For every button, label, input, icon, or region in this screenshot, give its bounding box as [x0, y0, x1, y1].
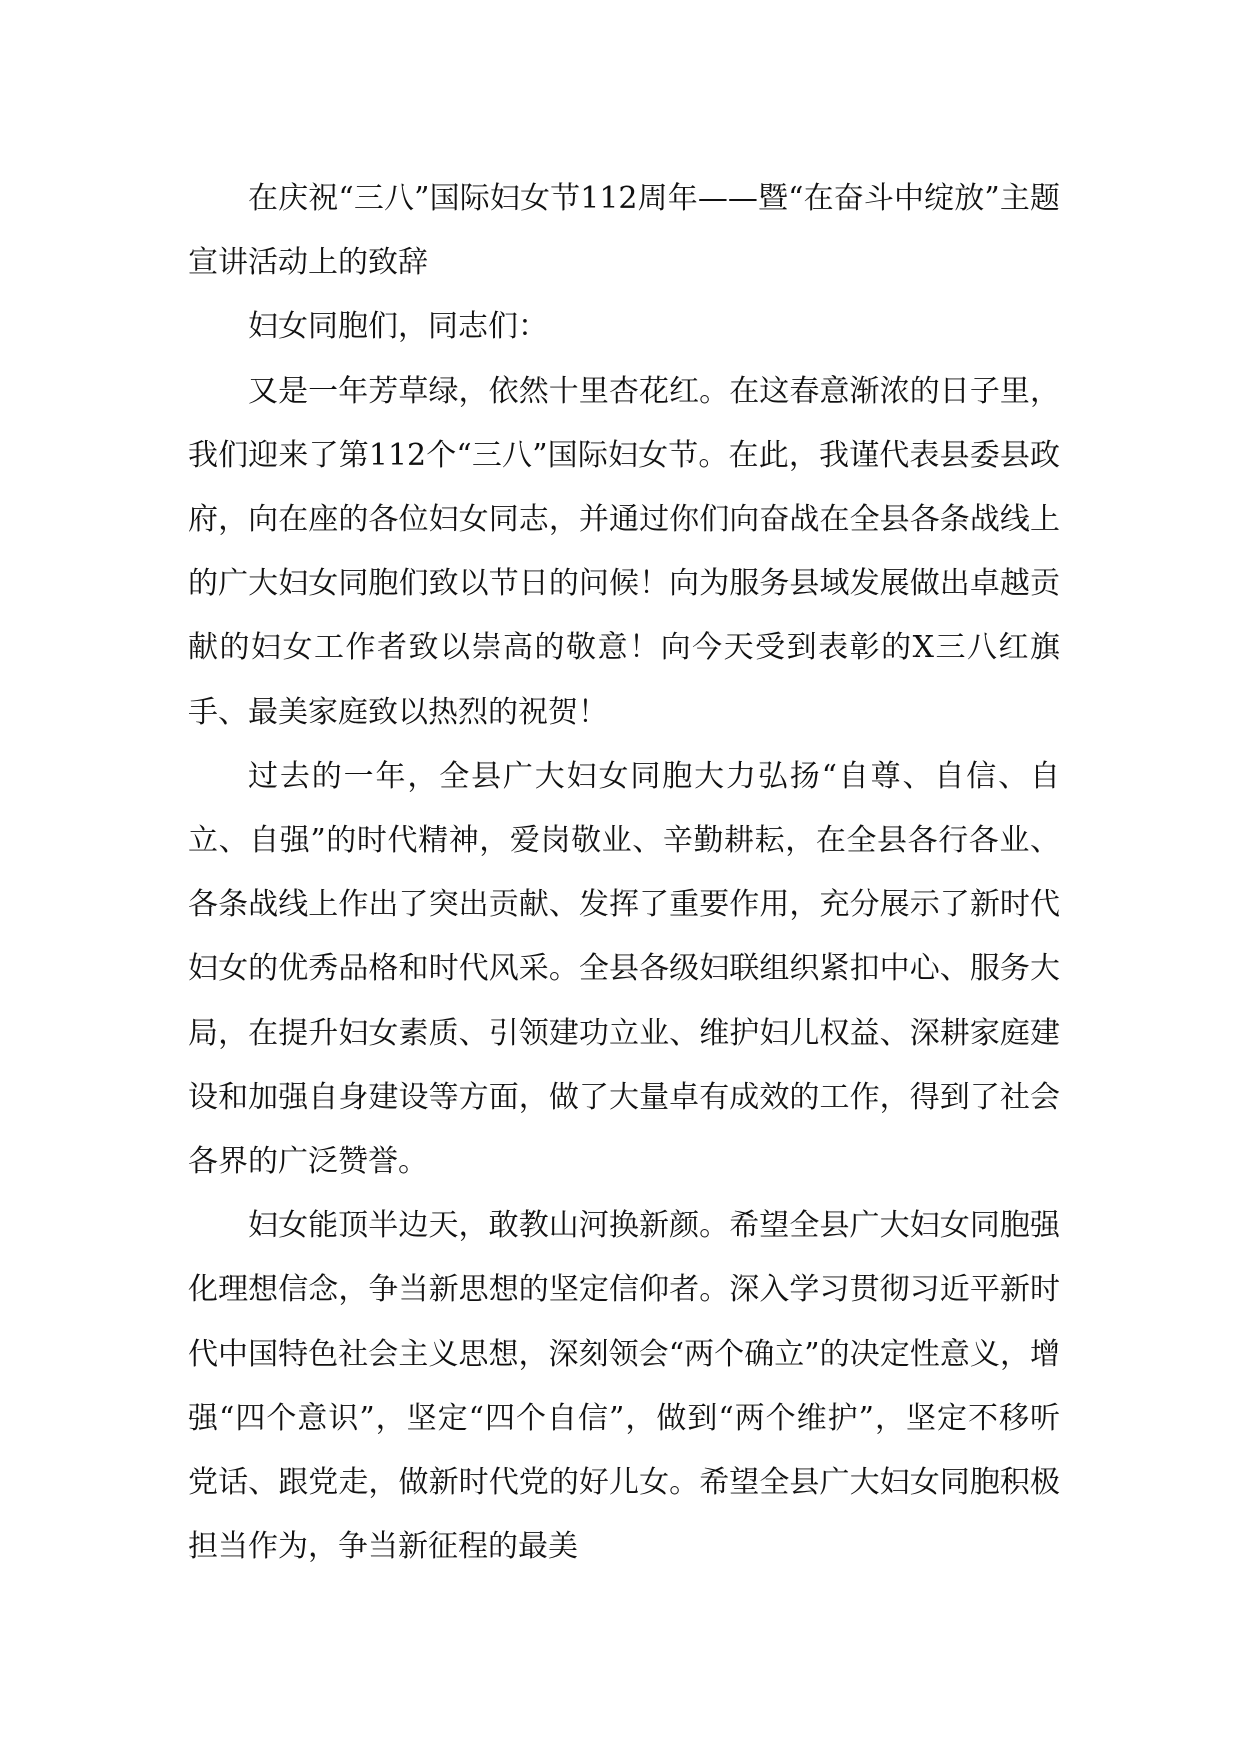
paragraph-3: 妇女能顶半边天，敢教山河换新颜。希望全县广大妇女同胞强化理想信念，争当新思想的坚定信仰者。深入学习贯彻习近平新时代中国特色社会主义思想，深刻领会“两个确立”的决定性意义，增强“四个意识”，坚定“四个自信”，做到“两个维护”，坚定不移听党话、跟党走，做新时代党的好儿女。希望全县广大妇女同胞积极担当作为，争当新征程的最美 [188, 1208, 1060, 1565]
paragraph-1: 又是一年芳草绿，依然十里杏花红。在这春意渐浓的日子里，我们迎来了第112个“三八”国际妇女节。在此，我谨代表县委县政府，向在座的各位妇女同志，并通过你们向奋战在全县各条战线上的广大妇女同胞们致以节日的问候！向为服务县域发展做出卓越贡献的妇女工作者致以崇高的敬意！向今天受到表彰的X三八红旗手、最美家庭致以热烈的祝贺！ [188, 373, 1060, 730]
document-body [188, 167, 1060, 1579]
salutation: 妇女同胞们，同志们： [248, 309, 548, 345]
document-title: 在庆祝“三八”国际妇女节112周年——暨“在奋斗中绽放”主题宣讲活动上的致辞 [188, 181, 1060, 281]
paragraph-2: 过去的一年，全县广大妇女同胞大力弘扬“自尊、自信、自立、自强”的时代精神，爱岗敬业、辛勤耕耘，在全县各行各业、各条战线上作出了突出贡献、发挥了重要作用，充分展示了新时代妇女的优秀品格和时代风采。全县各级妇联组织紧扣中心、服务大局，在提升妇女素质、引领建功立业、维护妇儿权益、深耕家庭建设和加强自身建设等方面，做了大量卓有成效的工作，得到了社会各界的广泛赞誉。 [188, 758, 1060, 1180]
